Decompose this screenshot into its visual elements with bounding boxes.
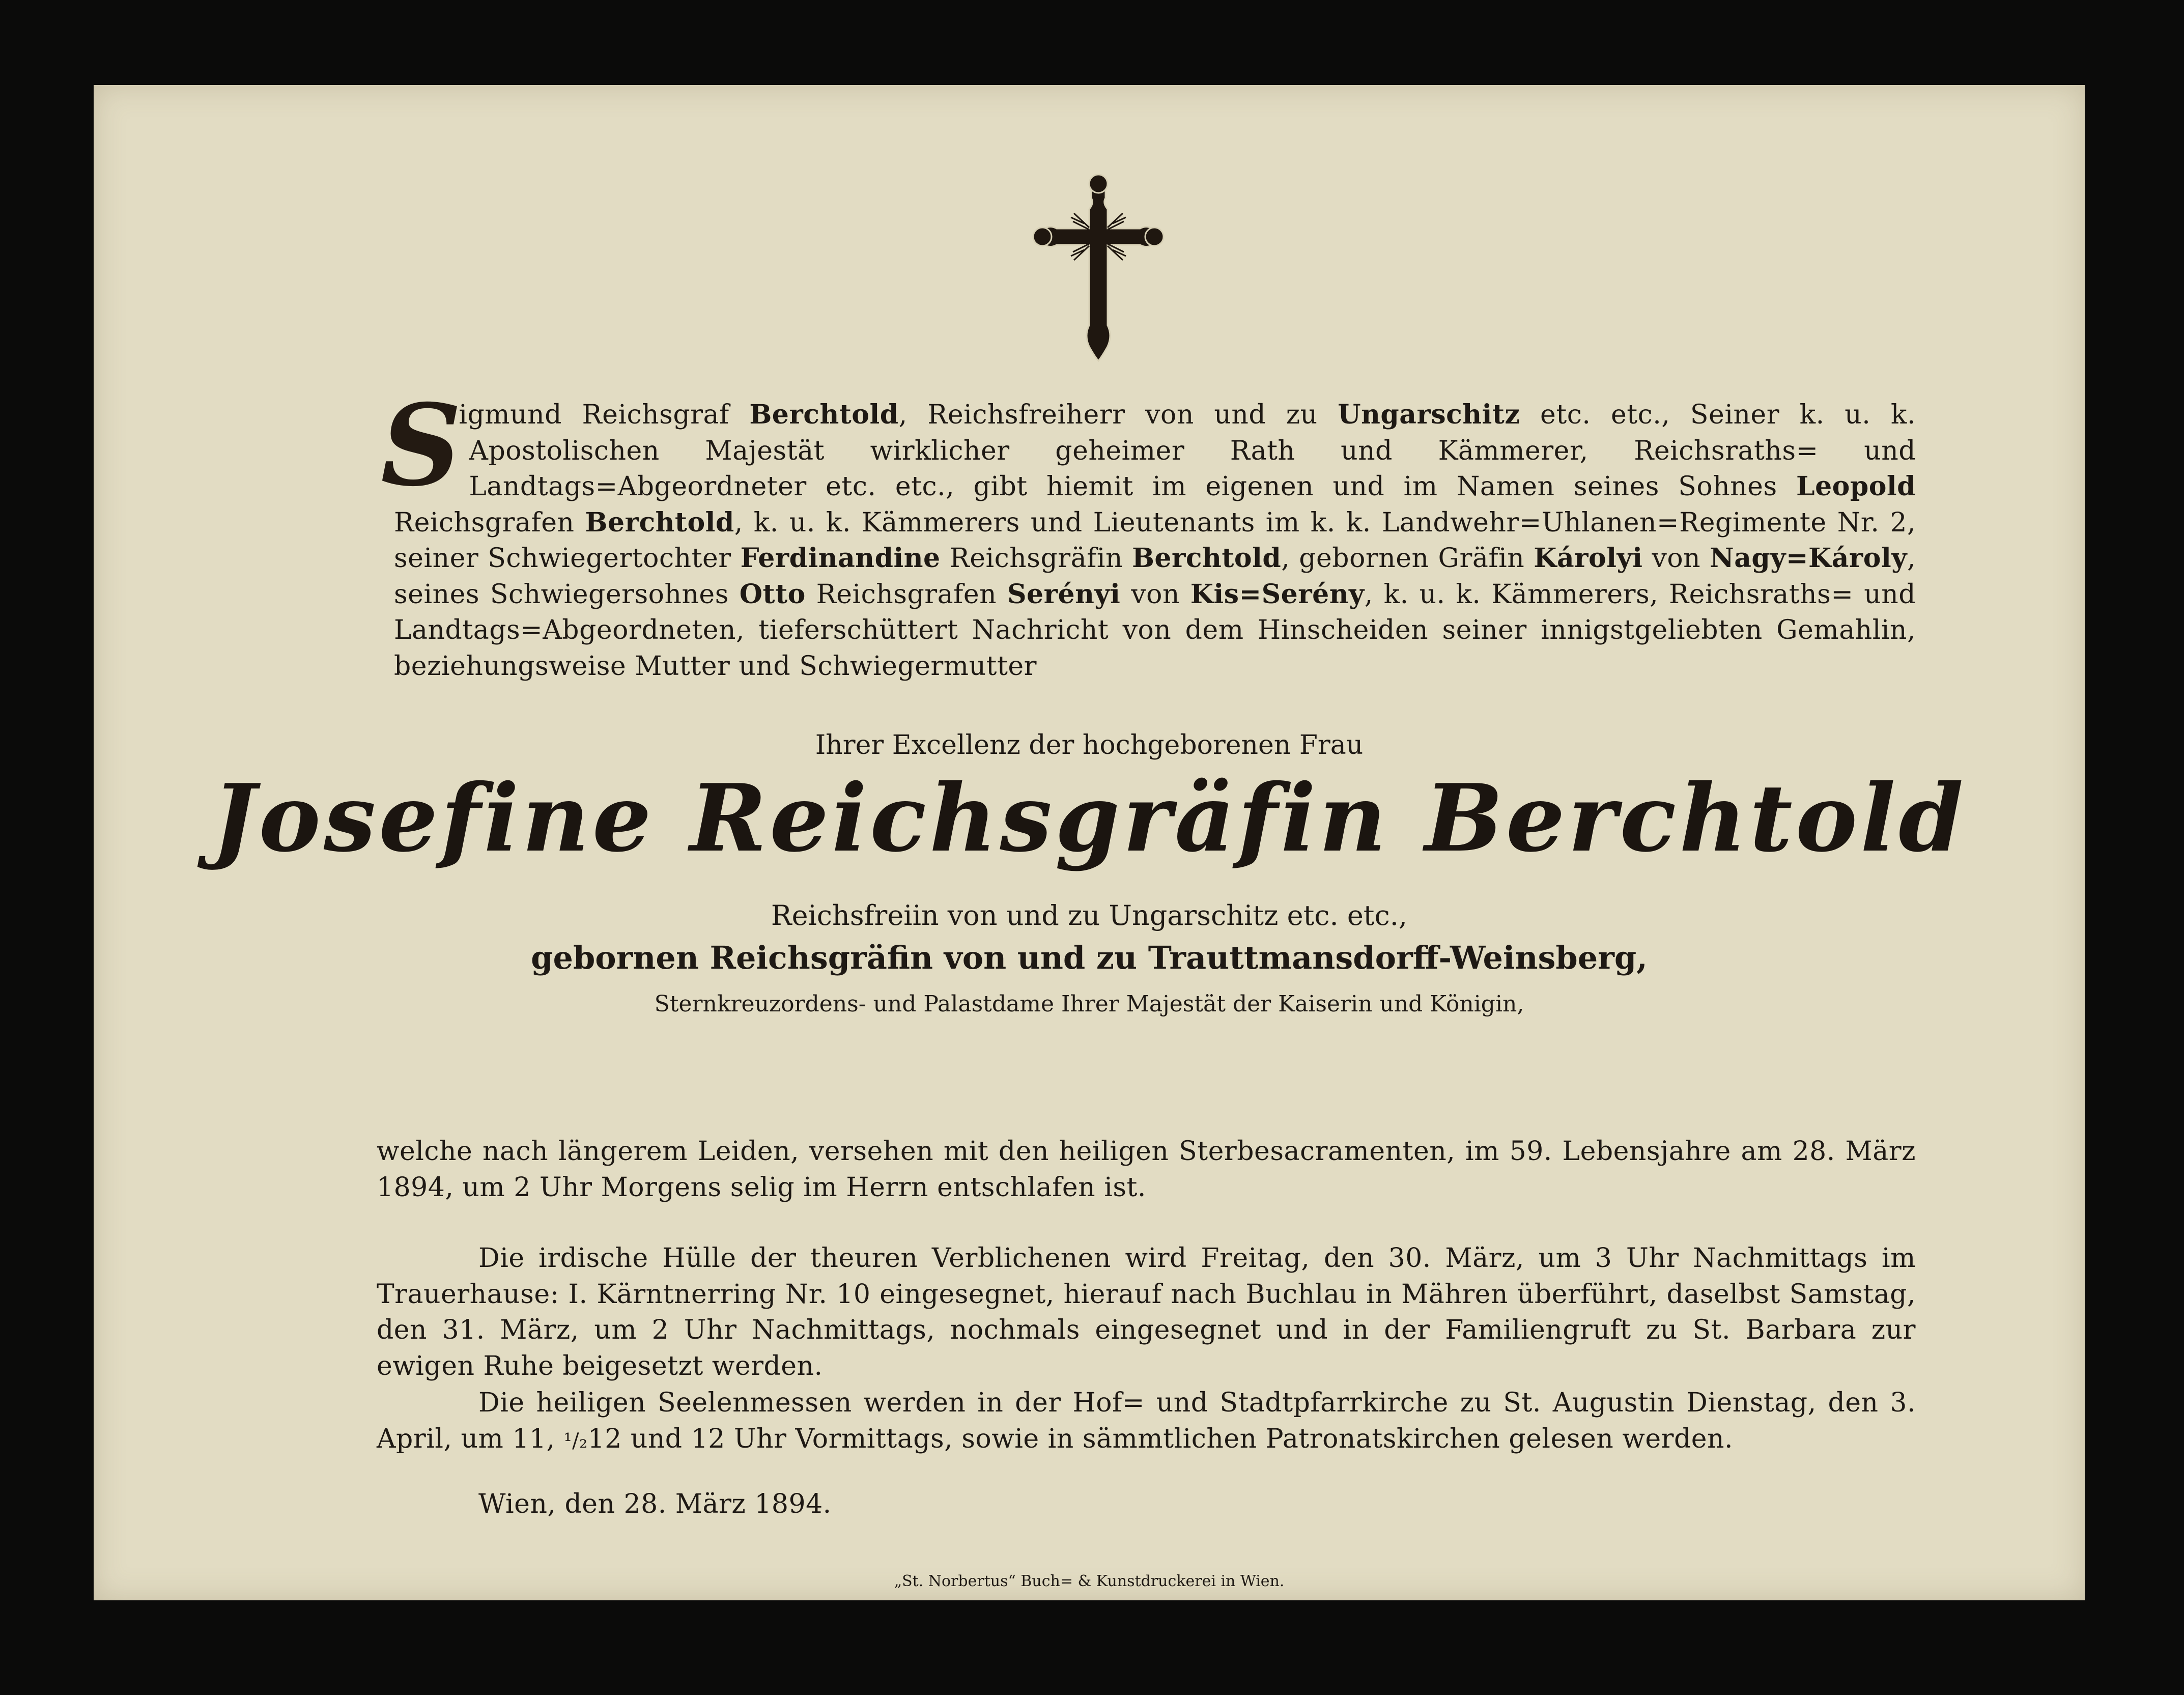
death-paragraph: welche nach längerem Leiden, versehen mit den heiligen Sterbesacramenten, im 59. Lebensjahre am 28. März 1894, um 2 Uhr Morgens selig im Herrn entschlafen ist. (377, 1136, 1916, 1203)
fraction-half: ¹/₂ (563, 1429, 588, 1453)
deceased-title-1: Reichsfreiin von und zu Ungarschitz etc. etc., (771, 899, 1408, 931)
deceased-name: Josefine Reichsgräfin Berchtold (212, 764, 1967, 872)
drop-cap: S (381, 379, 462, 511)
printer-imprint: „St. Norbertus“ Buch= & Kunstdruckerei in Wien. (894, 1572, 1285, 1590)
deceased-title-2: gebornen Reichsgräfin von und zu Trauttmansdorff-Weinsberg, (531, 939, 1648, 976)
deceased-title-3: Sternkreuzordens- und Palastdame Ihrer Majestät der Kaiserin und Königin, (654, 991, 1524, 1017)
salutation: Ihrer Excellenz der hochgeborenen Frau (815, 730, 1364, 760)
announcement-paragraph: S igmund Reichsgraf Berchtold, Reichsfreiherr von und zu Ungarschitz etc. etc., Seiner k. u. k. Apostolischen Majestät wirklicher geheimer Rath und Kämmerer, Reichsraths= und Landtags=Abgeordneter etc. etc., gibt hiemit im eigenen und im Namen seines Sohnes Leopold Reichsgrafen Berchtold, k. u. k. Kämmerers und Lieutenants im k. k. Landwehr=Uhlanen=Regimente Nr. 2, seiner Schwiegertochter Ferdinandine Reichsgräfin Berchtold, gebornen Gräfin Károlyi von Nagy=Károly, seines Schwiegersohnes Otto Reichsgrafen Serényi von Kis=Serény, k. u. k. Kämmerers, Reichsraths= und Landtags=Abgeordneten, tieferschüttert Nachricht von dem Hinscheiden seiner innigstgeliebten Gemahlin, beziehungsweise Mutter und Schwiegermutter (381, 379, 1916, 682)
funeral-paragraph: Die irdische Hülle der theuren Verblichenen wird Freitag, den 30. März, um 3 Uhr Nachmittags im Trauerhause: I. Kärntnerring Nr. 10 eingesegnet, hierauf nach Buchlau in Mähren überführt, daselbst Samstag, den 31. März, um 2 Uhr Nachmittags, nochmals eingesegnet und in der Familiengruft zu St. Barbara zur ewigen Ruhe beigesetzt werden. (377, 1243, 1916, 1381)
masses-paragraph: Die heiligen Seelenmessen werden in der Hof= und Stadtpfarrkirche zu St. Augustin Dienstag, den 3. April, um 11, ¹/₂12 und 12 Uhr Vormittags, sowie in sämmtlichen Patronatskirchen gelesen werden. (377, 1388, 1916, 1454)
place-date: Wien, den 28. März 1894. (478, 1489, 832, 1519)
mourning-notice-sheet (94, 85, 2085, 1600)
cross-icon (1031, 173, 1166, 365)
